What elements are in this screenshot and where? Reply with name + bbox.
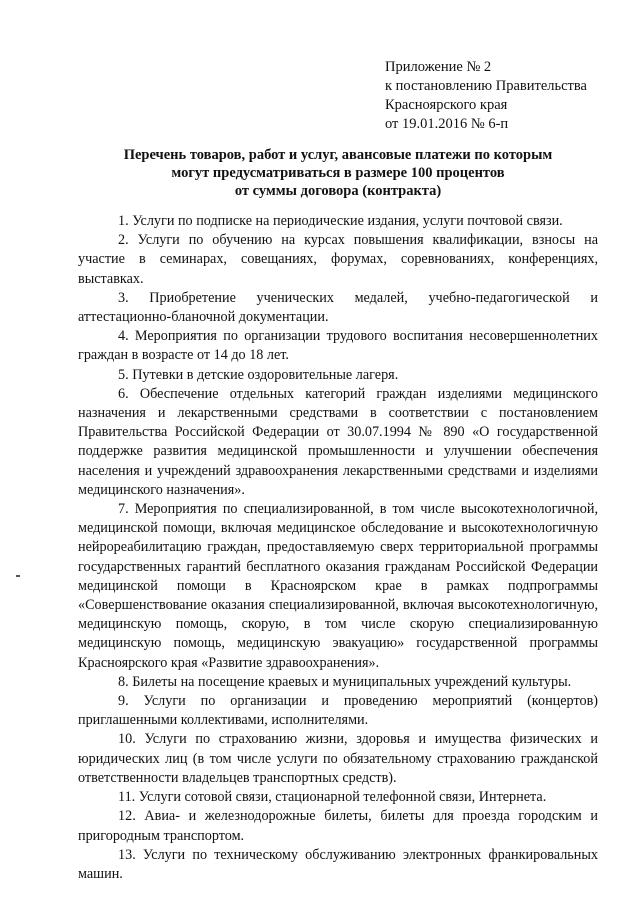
list-item: 5. Путевки в детские оздоровительные лагеря.	[118, 366, 399, 383]
items-list	[78, 212, 598, 884]
appendix-line: к постановлению Правительства	[385, 78, 587, 94]
title-line: Перечень товаров, работ и услуг, авансовые платежи по которым	[123, 147, 553, 163]
list-item: 10. Услуги по страхованию жизни, здоровья и имущества физических и юридических лиц (в том числе услуги по обязательному страхованию гражданской ответственности владельцев транспортных средств).	[78, 731, 598, 786]
appendix-header	[385, 58, 587, 134]
document-title	[78, 146, 598, 200]
appendix-line: от 19.01.2016 № 6-п	[385, 116, 509, 132]
list-item: 3. Приобретение ученических медалей, учебно-педагогической и аттестационно-бланочной документации.	[78, 289, 598, 326]
title-line: могут предусматриваться в размере 100 процентов	[171, 165, 505, 181]
appendix-line: Приложение № 2	[385, 59, 492, 75]
list-item: 6. Обеспечение отдельных категорий граждан изделиями медицинского назначения и лекарственными средствами в соответствии с постановлением Правительства Российской Федерации от 30.07.1994 № 890 «О государственной поддержке развития медицинской промышленности и улучшении обеспечения населения и учреждений здравоохранения лекарственными средствами и изделиями медицинского назначения».	[78, 385, 598, 498]
list-item: 8. Билеты на посещение краевых и муниципальных учреждений культуры.	[118, 673, 572, 690]
list-item: 12. Авиа- и железнодорожные билеты, билеты для проезда городским и пригородным транспортом.	[78, 808, 598, 844]
list-item: 4. Мероприятия по организации трудового воспитания несовершеннолетних граждан в возрасте от 14 до 18 лет.	[78, 328, 598, 364]
appendix-line: Красноярского края	[385, 97, 508, 113]
list-item: 11. Услуги сотовой связи, стационарной телефонной связи, Интернета.	[118, 789, 547, 806]
scan-mark	[16, 575, 20, 577]
title-line: от суммы договора (контракта)	[234, 183, 442, 199]
list-item: 13. Услуги по техническому обслуживанию электронных франкировальных машин.	[78, 846, 598, 882]
list-item: 9. Услуги по организации и проведению мероприятий (концертов) приглашенными коллективами, исполнителями.	[78, 693, 598, 729]
list-item: 1. Услуги по подписке на периодические издания, услуги почтовой связи.	[118, 213, 563, 229]
list-item: 7. Мероприятия по специализированной, в том числе высокотехнологичной, медицинской помощи, включая медицинское обследование и высокотехнологичную нейрореабилитацию граждан, предоставляемую сверх территориальной программы государственных гарантий бесплатного оказания гражданам Российской Федерации медицинской помощи в Красноярском крае в рамках подпрограммы «Совершенствование оказания специализированной, включая высокотехнологичную, медицинскую помощь, скорую, в том числе скорую специализированную медицинскую помощь, медицинскую эвакуацию» государственной программы Красноярского края «Развитие здравоохранения».	[78, 501, 598, 671]
list-item: 2. Услуги по обучению на курсах повышения квалификации, взносы на участие в семинарах, совещаниях, форумах, соревнованиях, конференциях, выставках.	[78, 232, 598, 287]
